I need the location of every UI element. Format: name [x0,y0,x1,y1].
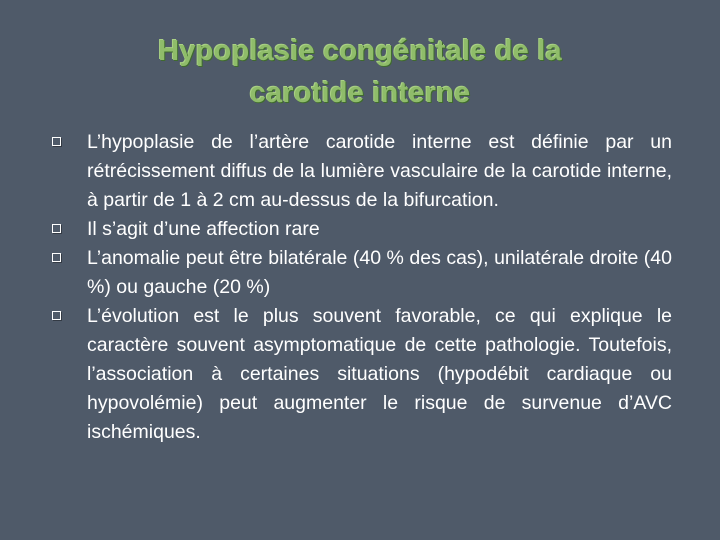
hollow-square-bullet-icon [52,311,61,320]
hollow-square-bullet-icon [52,137,61,146]
bullet-item-evolution [52,302,672,447]
bullet-text: L’anomalie peut être bilatérale (40 % des cas), unilatérale droite (40 %) ou gauche (20 %) [87,247,672,298]
bullet-text: L’évolution est le plus souvent favorable, ce qui explique le caractère souvent asymptomatique de cette pathologie. Toutefois, l’association à certaines situations (hypodébit cardiaque ou hypovolémie) peut augmenter le risque de survenue d’AVC ischémiques. [87,305,672,443]
bullet-item-definition [52,128,672,215]
hollow-square-bullet-icon [52,253,61,262]
hollow-square-bullet-icon [52,224,61,233]
bullet-item-rarity [52,215,672,244]
slide-title [60,30,660,114]
bullet-text: Il s’agit d’une affection rare [87,218,320,240]
slide-title-line-1: Hypoplasie congénitale de la [158,35,562,67]
bullet-item-distribution [52,244,672,302]
bullet-list [52,128,672,447]
bullet-text: L’hypoplasie de l’artère carotide interne est définie par un rétrécissement diffus de la lumière vasculaire de la carotide interne, à partir de 1 à 2 cm au-dessus de la bifurcation. [87,131,672,211]
slide-title-line-2: carotide interne [249,77,471,109]
